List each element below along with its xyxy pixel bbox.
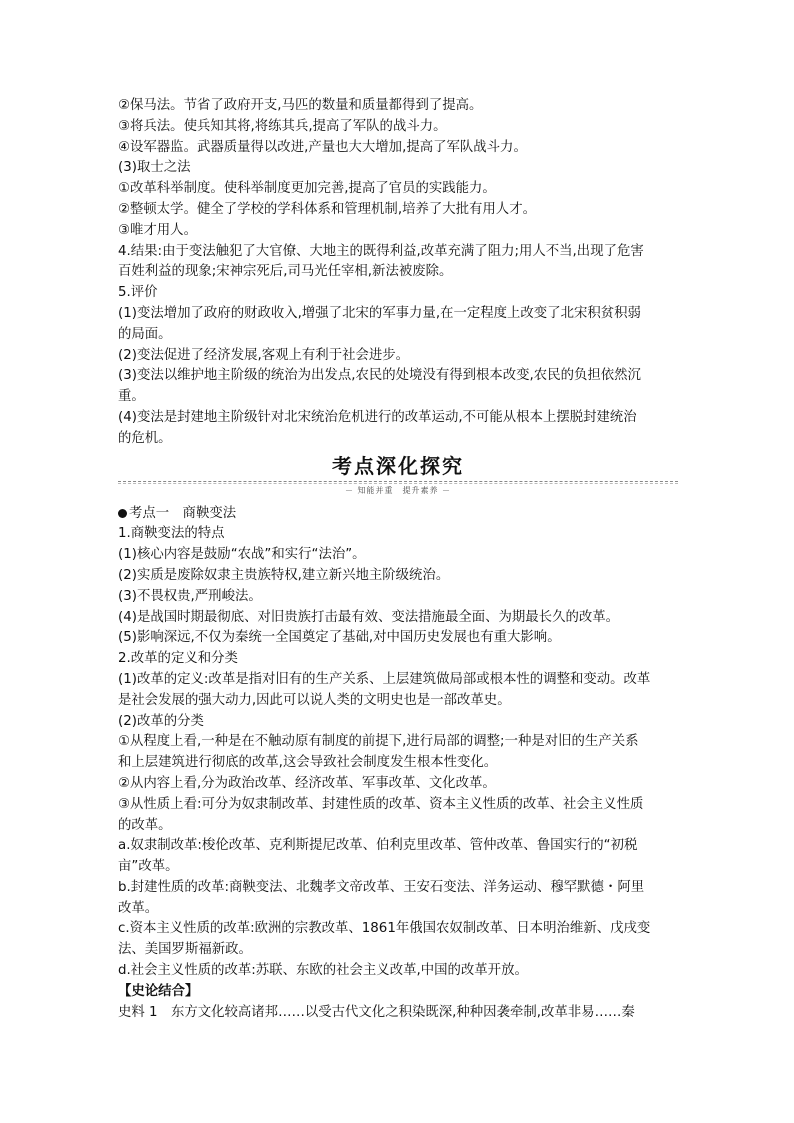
text-line: (3)变法以维护地主阶级的统治为出发点,农民的处境没有得到根本改变,农民的负担依然沉 [118, 368, 641, 384]
text-line: 2.改革的定义和分类 [118, 651, 238, 667]
bottom-section [118, 524, 678, 982]
text-line: 4.结果:由于变法触犯了大官僚、大地主的既得利益,改革充满了阻力;用人不当,出现了危害 [118, 243, 644, 259]
section-heading-text: 考点一 商鞅变法 [129, 505, 237, 521]
text-line: (5)影响深远,不仅为秦统一全国奠定了基础,对中国历史发展也有重大影响。 [118, 630, 561, 646]
section-heading [118, 504, 678, 525]
document-page [118, 96, 678, 1023]
text-line: 和上层建筑进行彻底的改革,这会导致社会制度发生根本性变化。 [118, 755, 498, 771]
text-line: (4)变法是封建地主阶级针对北宋统治危机进行的改革运动,不可能从根本上摆脱封建统治 [118, 409, 637, 425]
source-material-line: 史料 1 东方文化较高诸邦……以受古代文化之积染既深,种种因袭牵制,改革非易……秦 [118, 1004, 635, 1020]
banner-divider [118, 481, 678, 482]
top-section [118, 96, 678, 450]
text-line: (3)不畏权贵,严刑峻法。 [118, 588, 262, 604]
text-line: ④设军器监。武器质量得以改进,产量也大大增加,提高了军队战斗力。 [118, 139, 527, 155]
text-line: 的改革。 [118, 817, 172, 833]
text-line: 的危机。 [118, 430, 172, 446]
text-line: ②保马法。节省了政府开支,马匹的数量和质量都得到了提高。 [118, 98, 483, 113]
text-line: ①改革科举制度。使科举制度更加完善,提高了官员的实践能力。 [118, 181, 496, 197]
text-line: (2)实质是废除奴隶主贵族特权,建立新兴地主阶级统治。 [118, 567, 450, 583]
text-line: (3)取士之法 [118, 160, 191, 176]
text-line: 亩”改革。 [118, 859, 179, 875]
text-line: ③从性质上看:可分为奴隶制改革、封建性质的改革、资本主义性质的改革、社会主义性质 [118, 796, 644, 812]
text-line: (1)改革的定义:改革是指对旧有的生产关系、上层建筑做局部或根本性的调整和变动。改革 [118, 671, 651, 687]
text-line: 的局面。 [118, 326, 172, 342]
text-line: (1)核心内容是鼓励“农战”和实行“法治”。 [118, 547, 366, 563]
banner-title: 考点深化探究 [332, 453, 464, 478]
banner-divider [118, 483, 678, 484]
text-line: (4)是战国时期最彻底、对旧贵族打击最有效、变法措施最全面、为期最长久的改革。 [118, 609, 620, 625]
section-banner [118, 452, 678, 504]
text-line: 5.评价 [118, 285, 158, 301]
text-line: 是社会发展的强大动力,因此可以说人类的文明史也是一部改革史。 [118, 692, 511, 708]
text-line: (1)变法增加了政府的财政收入,增强了北宋的军事力量,在一定程度上改变了北宋积贫积弱 [118, 305, 641, 321]
text-line: ③将兵法。使兵知其将,将练其兵,提高了军队的战斗力。 [118, 118, 447, 134]
text-line: 百姓利益的现象;宋神宗死后,司马光任宰相,新法被废除。 [118, 264, 453, 280]
text-line: ①从程度上看,一种是在不触动原有制度的前提下,进行局部的调整;一种是对旧的生产关系 [118, 734, 639, 750]
text-line: d.社会主义性质的改革:苏联、东欧的社会主义改革,中国的改革开放。 [118, 963, 528, 979]
text-line: 改革。 [118, 900, 159, 916]
text-line: (2)变法促进了经济发展,客观上有利于社会进步。 [118, 347, 410, 363]
shilun-heading: 【史论结合】 [118, 983, 199, 999]
banner-subtitle: － 知能并重 提升素养 － [344, 485, 452, 495]
text-line: ②从内容上看,分为政治改革、经济改革、军事改革、文化改革。 [118, 775, 496, 791]
text-line: (2)改革的分类 [118, 713, 204, 729]
text-line: ③唯才用人。 [118, 222, 197, 238]
text-line: a.奴隶制改革:梭伦改革、克利斯提尼改革、伯利克里改革、管仲改革、鲁国实行的“初税 [118, 838, 638, 854]
text-line: 法、美国罗斯福新政。 [118, 942, 252, 958]
text-line: 1.商鞅变法的特点 [118, 526, 225, 542]
bullet-dot-icon [118, 509, 127, 518]
text-line: b.封建性质的改革:商鞅变法、北魏孝文帝改革、王安石变法、洋务运动、穆罕默德・阿里 [118, 879, 645, 895]
text-line: c.资本主义性质的改革:欧洲的宗教改革、1861年俄国农奴制改革、日本明治维新、戊戌变 [118, 921, 651, 937]
text-line: ②整顿太学。健全了学校的学科体系和管理机制,培养了大批有用人才。 [118, 201, 536, 217]
text-line: 重。 [118, 389, 145, 405]
